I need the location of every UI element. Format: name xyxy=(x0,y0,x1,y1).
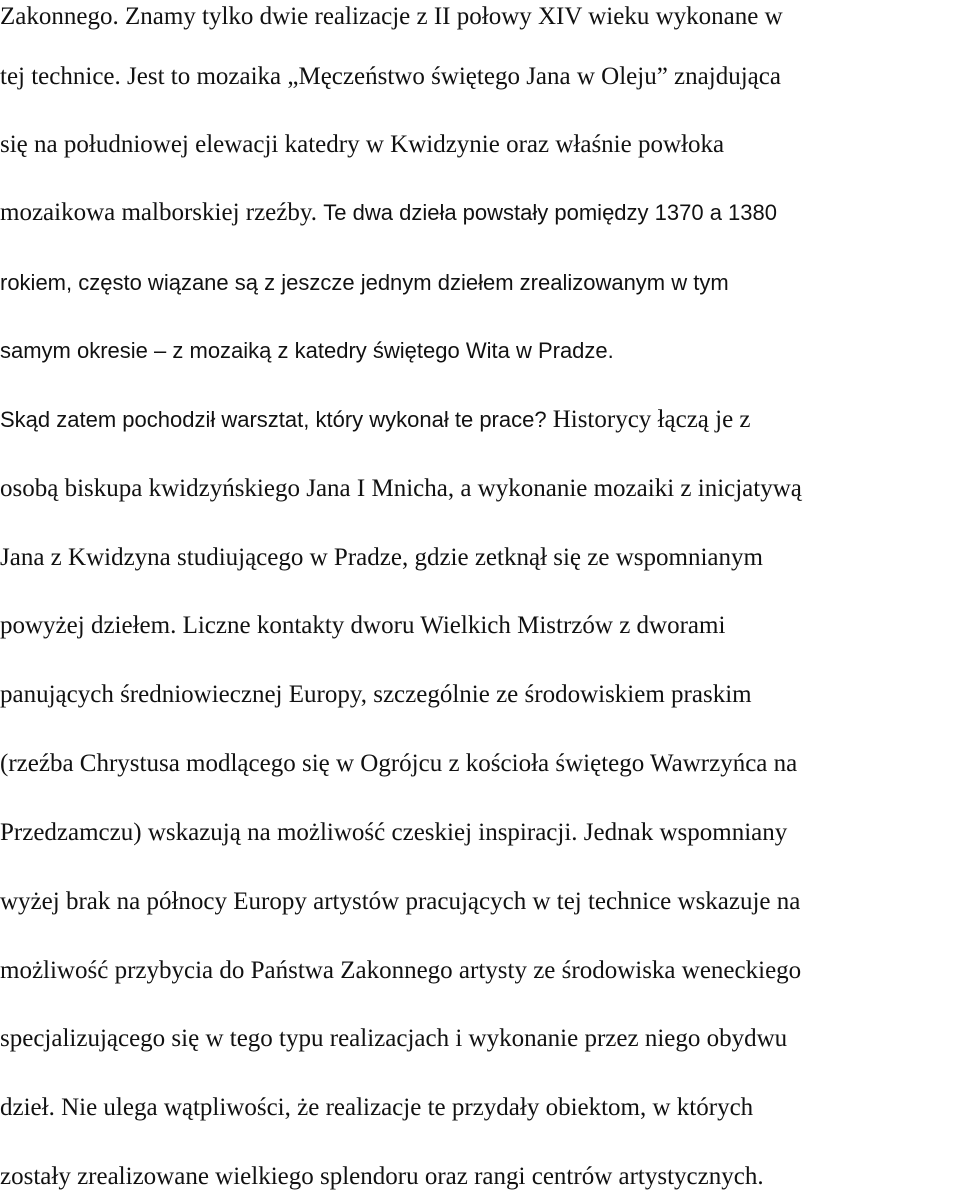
text-segment: Przedzamczu) wskazują na możliwość czeskiej inspiracji. Jednak wspomniany xyxy=(0,819,788,846)
text-line-15 xyxy=(0,954,801,988)
text-segment: Skąd zatem pochodził warsztat, który wykonał te prace? xyxy=(0,407,553,432)
text-line-6 xyxy=(0,334,614,368)
text-line-10 xyxy=(0,609,725,643)
text-segment: Te dwa dzieła powstały pomiędzy 1370 a 1380 xyxy=(323,200,777,225)
text-segment: mozaikowa malborskiej rzeźby. xyxy=(0,199,324,226)
text-segment: się na południowej elewacji katedry w Kwidzynie oraz właśnie powłoka xyxy=(0,131,725,158)
text-segment: Historycy łączą je z xyxy=(552,406,751,433)
text-segment: Jana z Kwidzyna studiującego w Pradze, gdzie zetknął się ze wspomnianym xyxy=(0,544,763,571)
text-line-17 xyxy=(0,1091,753,1125)
text-segment: (rzeźba Chrystusa modlącego się w Ogrójcu z kościoła świętego Wawrzyńca na xyxy=(0,750,798,777)
text-segment: dzieł. Nie ulega wątpliwości, że realizacje te przydały obiektom, w których xyxy=(0,1094,754,1121)
text-segment: specjalizującego się w tego typu realizacjach i wykonanie przez niego obydwu xyxy=(0,1025,788,1052)
text-line-1 xyxy=(0,0,783,34)
text-line-16 xyxy=(0,1022,787,1056)
text-line-8 xyxy=(0,472,802,506)
text-segment: powyżej dziełem. Liczne kontakty dworu Wielkich Mistrzów z dworami xyxy=(0,612,726,639)
text-line-3 xyxy=(0,128,724,162)
text-line-11 xyxy=(0,678,752,712)
text-line-2 xyxy=(0,60,781,94)
text-segment: panujących średniowiecznej Europy, szczególnie ze środowiskiem praskim xyxy=(0,681,752,708)
text-segment: rokiem, często wiązane są z jeszcze jednym dziełem zrealizowanym w tym xyxy=(0,270,729,295)
text-segment: Zakonnego. Znamy tylko dwie realizacje z II połowy XIV wieku wykonane w xyxy=(0,3,783,30)
text-line-13 xyxy=(0,816,787,850)
text-segment: wyżej brak na północy Europy artystów pracujących w tej technice wskazuje na xyxy=(0,888,801,915)
text-segment: samym okresie – z mozaiką z katedry świętego Wita w Pradze. xyxy=(0,338,614,363)
text-line-4 xyxy=(0,196,777,230)
text-segment: możliwość przybycia do Państwa Zakonnego artysty ze środowiska weneckiego xyxy=(0,957,802,984)
text-line-7 xyxy=(0,403,751,437)
text-line-18 xyxy=(0,1160,764,1194)
text-segment: zostały zrealizowane wielkiego splendoru oraz rangi centrów artystycznych. xyxy=(0,1163,764,1190)
text-line-9 xyxy=(0,541,763,575)
text-line-5 xyxy=(0,266,729,300)
text-line-12 xyxy=(0,747,797,781)
text-segment: tej technice. Jest to mozaika „Męczeństwo świętego Jana w Oleju” znajdująca xyxy=(0,63,781,90)
text-line-14 xyxy=(0,885,800,919)
text-segment: osobą biskupa kwidzyńskiego Jana I Mnicha, a wykonanie mozaiki z inicjatywą xyxy=(0,475,802,502)
